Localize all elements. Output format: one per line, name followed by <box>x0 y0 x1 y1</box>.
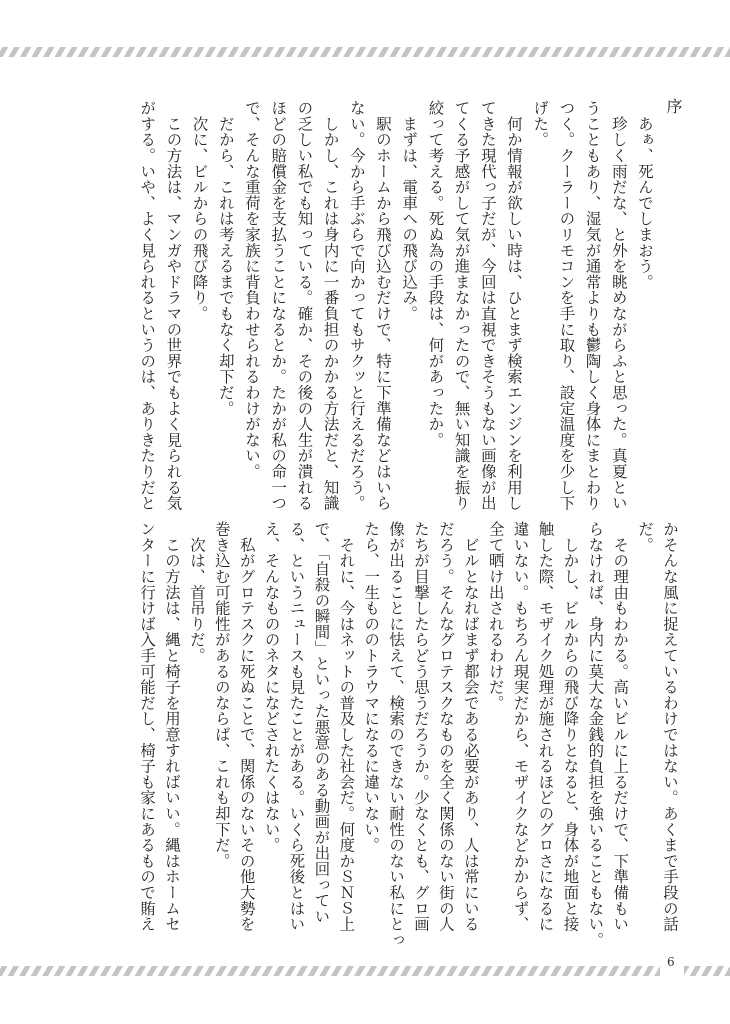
text-column: 全て晒け出されるわけだ。 <box>486 521 505 711</box>
text-column: の乏しい私でも知っている。確か、その後の人生が潰れる <box>295 100 314 511</box>
text-column: だから、これは考えるまでもなく却下だ。 <box>216 100 235 416</box>
text-column: え、そんなもののネタになどされたくはない。 <box>262 521 281 853</box>
text-column: ない。今から手ぶらで向かってもサクッと行えるだろう。 <box>347 100 366 511</box>
text-column: この方法は、マンガやドラマの世界でもよく見られる気 <box>164 100 183 511</box>
text-column: ンターに行けば入手可能だし、椅子も家にあるもので賄え <box>138 521 157 932</box>
bottom-border-stripes-left <box>0 966 660 976</box>
chapter-heading: 序 <box>664 98 683 114</box>
text-column: それに、今はネットの普及した社会だ。何度かＳＮＳ上 <box>337 521 356 932</box>
text-column: 何か情報が欲しい時は、ひとまず検索エンジンを利用し <box>505 100 523 511</box>
text-column: てきた現代っ子だが、今回は直視できそうもない画像が出 <box>478 100 497 511</box>
text-column: たら、一生もののトラウマになるに違いない。 <box>362 521 381 853</box>
text-column: てくる予感がして気が進まなかったので、無い知識を振り <box>452 100 471 511</box>
text-column: まずは、電車への飛び込み。 <box>400 100 419 322</box>
text-column: 珍しく雨だな、と外を眺めながらふと思った。真夏とい <box>609 100 628 511</box>
text-column: 私がグロテスクに死ぬことで、関係のないその他大勢を <box>237 521 256 932</box>
text-column: 像が出ることに怯えて、検索のできない耐性のない私にとっ <box>387 521 406 948</box>
text-column: 次は、首吊りだ。 <box>187 521 206 664</box>
page-number: 6 <box>667 955 675 969</box>
text-column: る、というニュースも見たことがある。いくら死後とはい <box>287 521 306 932</box>
text-column: で、そんな重荷を家族に背負わせられるわけがない。 <box>243 100 261 480</box>
bottom-border-stripes-right <box>684 966 730 976</box>
text-column: あぁ、死んでしまおう。 <box>636 100 654 290</box>
text-column: だろう。そんなグロテスクなものを全く関係のない街の人 <box>436 521 455 932</box>
text-column: 触した際、モザイク処理が施されるほどのグロさになるに <box>536 521 555 932</box>
text-column: げた。 <box>531 100 550 148</box>
text-column: 絞って考える。死ぬ為の手段は、何があったか。 <box>426 100 445 448</box>
text-column: この方法は、縄と椅子を用意すればいい。縄はホームセ <box>163 521 181 932</box>
text-column: 次に、ビルからの飛び降り。 <box>190 100 209 322</box>
text-column: がする。いや、よく見られるというのは、ありきたりだと <box>138 100 157 511</box>
text-column: かそんな風に捉えているわけではない。あくまで手段の話 <box>661 521 679 932</box>
text-column: しかし、ビルからの飛び降りとなると、身体が地面と接 <box>561 521 580 932</box>
top-border-stripes <box>0 47 730 57</box>
text-column: うこともあり、湿気が通常よりも鬱陶しく身体にまとわり <box>583 100 602 511</box>
text-column: しかし、これは身内に一番負担のかかる方法だと、知識 <box>321 100 340 511</box>
text-column: らなければ、身内に莫大な金銭的負担を強いることもない。 <box>586 521 605 948</box>
text-column: つく。クーラーのリモコンを手に取り、設定温度を少し下 <box>557 100 576 511</box>
text-column: 違いない。もちろん現実だから、モザイクなどかからず、 <box>511 521 530 932</box>
text-column: だ。 <box>636 521 655 553</box>
text-column: 巻き込む可能性があるのならば、これも却下だ。 <box>212 521 231 869</box>
text-column: たちが目撃したらどう思うだろうか。少なくとも、グロ画 <box>412 521 430 932</box>
text-column: その理由もわかる。高いビルに上るだけで、下準備もい <box>611 521 630 932</box>
text-column: で、「自殺の瞬間」といった悪意のある動画が出回ってい <box>312 521 331 925</box>
text-column: 駅のホームから飛び込むだけで、特に下準備などはいら <box>374 100 392 511</box>
text-column: ビルとなればまず都会である必要があり、人は常にいる <box>461 521 480 932</box>
text-column: ほどの賠償金を支払うことになるとか。たかが私の命一つ <box>269 100 288 511</box>
